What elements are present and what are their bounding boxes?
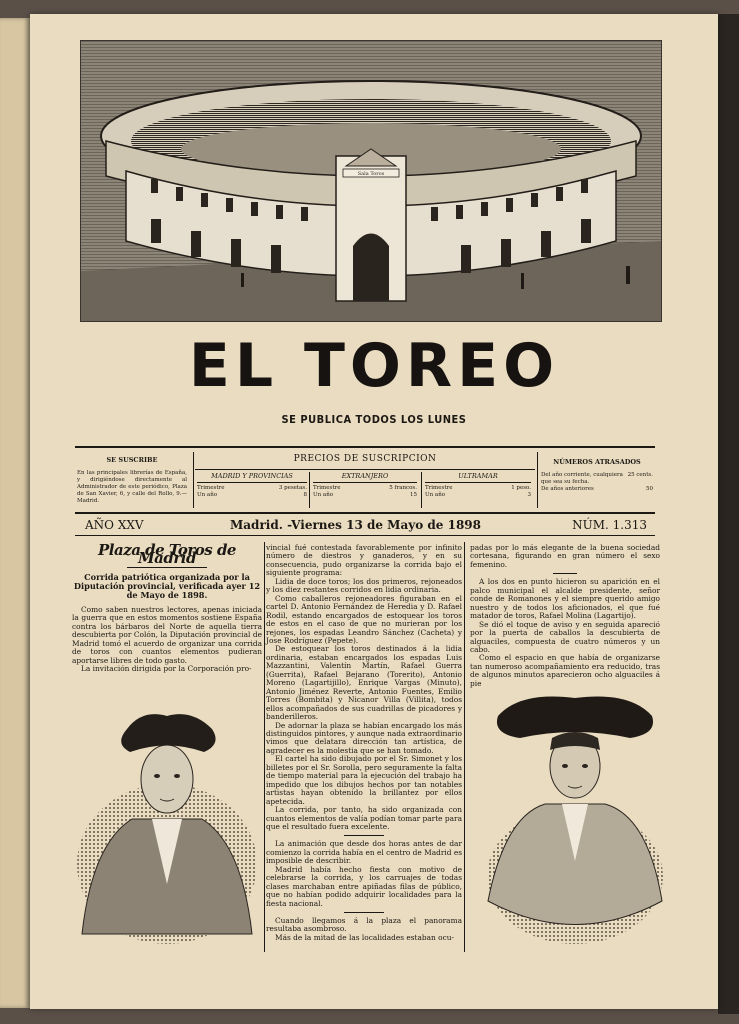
paragraph: Como saben nuestros lectores, apenas iniciada la guerra que en estos momentos sostiene España contra los bárbaros del Norte de aquella tierra descubierta por Colón, la Diputación provincial de Madrid tomó el acuerdo de organizar una corrida de toros con cuantos elementos pudieran aportarse libres de todo gasto. <box>72 604 262 665</box>
suscribe-text: En las principales librerías de España, y dirigiéndose directamente al Administrador de este periódico, Plaza de San Xavier, 6, y calle del Rollo, 9.—Madrid. <box>77 470 187 504</box>
suscribe-heading: SE SUSCRIBE <box>106 456 158 464</box>
article-column-1 <box>72 541 262 674</box>
atrasados-column: NÚMEROS ATRASADOS Del año corriente, cualquiera que sea su fecha. 25 cents. De años anteriores 50 <box>541 458 653 492</box>
suscribe-column <box>77 448 187 512</box>
book-edge <box>718 14 739 1014</box>
paragraph: Madrid había hecho fiesta con motivo de celebrarse la corrida, y los carruajes de todas clases marchaban entre apiñadas filas de público, que no habían podido adquirir localidades para la fiesta nacional. <box>266 864 462 908</box>
paragraph: Como caballeros rejoneadores figuraban en el cartel D. Antonio Fernández de Heredia y D. Rafael Rodil, estando encargados de estoquear los toros de estos en el caso de que no murieran por los rejones, los espadas Leandro Sánchez (Cacheta) y Jose Rodríguez (Pepete). <box>266 593 462 645</box>
article-subtitle: Corrida patriótica organizada por la Diputación provincial, verificada ayer 12 de Mayo de 1898. <box>73 571 261 600</box>
masthead-subtitle: SE PUBLICA TODOS LOS LUNES <box>281 413 467 426</box>
newspaper-page <box>30 14 718 1009</box>
paragraph: De estoquear los toros destinados á la lidia ordinaria, estaban encargados los espadas Luis Mazzantini, Valentín Martín, Rafael Guerra (Guerrita), Rafael Bejarano (Torerito), Antonio Moreno (Lagartijillo), Enrique Vargas (Minuto), Antonio Jiménez Reverte, Antonio Fuentes, Emilio Torres (Bombita) y Nicanor Villa (Villita), todos ellos acompañados de sus cuadrillas de picadores y banderilleros. <box>266 644 462 722</box>
masthead-title: EL TOREO <box>188 331 560 401</box>
article-column-2 <box>266 544 462 942</box>
article-title: Plaza de Toros de Madrid <box>98 541 236 568</box>
region-ultramar: ULTRAMAR Trimestre 1 peso. Un año 3 <box>425 472 531 498</box>
prices-column <box>195 448 535 512</box>
column-rule <box>264 542 265 952</box>
paragraph: La invitación dirigida por la Corporación pro- <box>81 664 252 674</box>
paragraph: Como el espacio en que había de organizarse tan numeroso acompañamiento era reducido, tras de algunos minutos aparecieron ocho alguaciles á pie <box>470 653 660 688</box>
paragraph: La animación que desde dos horas antes de dar comienzo la corrida había en el centro de Madrid es imposible de describir. <box>266 839 462 866</box>
issue-date: Madrid. -Viernes 13 de Mayo de 1898 <box>230 518 481 532</box>
article-column-3 <box>470 544 660 688</box>
matador-portrait-left <box>72 694 262 944</box>
bullring-illustration <box>81 41 661 321</box>
paragraph: Más de la mitad de las localidades estaban ocu- <box>275 932 454 942</box>
facing-page-edge <box>0 18 30 1008</box>
issue-number: NÚM. 1.313 <box>572 518 647 532</box>
box-divider <box>193 452 194 508</box>
column-rule <box>464 542 465 952</box>
paragraph: A los dos en punto hicieron su aparición en el palco municipal el alcalde presidente, señor conde de Romanones y el siempre querido amigo nuestro y de todos los aficionados, el que fué matador de toros, Rafael Molina (Lagartijo). <box>470 577 660 621</box>
paragraph: Lidia de doce toros; los dos primeros, rejoneados y los diez restantes corridos en lidia ordinaria. <box>266 576 462 595</box>
atrasados-heading: NÚMEROS ATRASADOS <box>553 458 641 466</box>
paragraph: Se dió el toque de aviso y en seguida apareció por la puerta de caballos la descubierta de alguaciles, compuesta de cuatro números y un cabo. <box>470 619 660 654</box>
paragraph: El cartel ha sido dibujado por el Sr. Simonet y los billetes por el Sr. Sorolla, pero seguramente la falta de tiempo material para la ejecución del trabajo ha impedido que los dibujos hechos por tan notables artistas hayan obtenido la brillantez por ellos apetecida. <box>266 754 462 806</box>
paragraph: vincial fué contestada favorablemente por infinito número de diestros y ganaderos, y en su consecuencia, pudo organizarse la corrida bajo el siguiente programa: <box>266 543 462 578</box>
prices-heading: PRECIOS DE SUSCRIPCION <box>293 454 437 464</box>
issue-year: AÑO XXV <box>85 518 144 532</box>
issue-line <box>75 515 655 536</box>
bullring-engraving <box>80 40 662 322</box>
paragraph: padas por lo más elegante de la buena sociedad cortesana, figurando en gran número el sexo femenino. <box>470 543 660 569</box>
paragraph: La corrida, por tanto, ha sido organizada con cuantos elementos de valía podían tomar parte para que el resultado fuera excelente. <box>266 805 462 831</box>
subscription-box <box>75 446 655 514</box>
gate-sign: Sala Toros <box>357 171 385 177</box>
region-madrid: MADRID Y PROVINCIAS Trimestre 3 pesetas. Un año 8 <box>197 472 307 498</box>
region-extranjero: EXTRANJERO Trimestre 5 francos. Un año 15 <box>313 472 417 498</box>
paragraph: Cuando llegamos á la plaza el panorama resultaba asombroso. <box>266 916 462 934</box>
paragraph: De adornar la plaza se habían encargado los más distinguidos pintores, y aunque nada extraordinario vimos que delatara dirección tan artística, de agradecer es la molestia que se han tomado. <box>266 720 462 755</box>
box-divider <box>537 452 538 508</box>
matador-portrait-right <box>480 686 670 946</box>
